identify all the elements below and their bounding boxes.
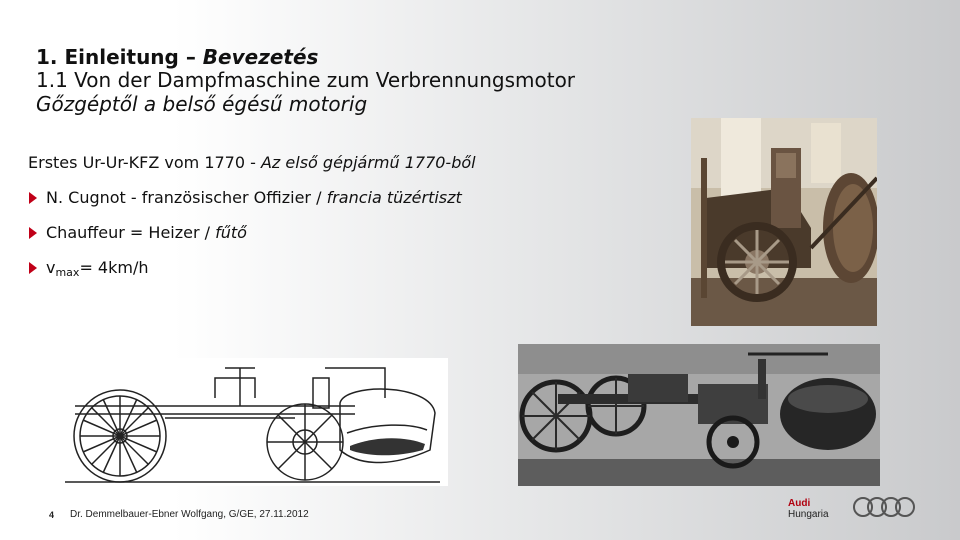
- steam-car-museum-photo: [691, 118, 877, 326]
- speed-symbol: v: [46, 258, 56, 277]
- speed-value: = 4km/h: [79, 258, 149, 277]
- intro-de: Erstes Ur-Ur-KFZ vom 1770 -: [28, 153, 261, 172]
- brand-subtitle: Hungaria: [788, 509, 829, 520]
- speed-subscript: max: [55, 266, 80, 279]
- bullet-arrow-icon: [29, 192, 37, 204]
- footer-author: Dr. Demmelbauer-Ebner Wolfgang, G/GE, 27.11.2012: [70, 509, 309, 520]
- page-number: 4: [49, 510, 55, 520]
- bullet-text-hu: francia tüzértiszt: [326, 188, 462, 207]
- title-line-1: [36, 46, 575, 68]
- audi-rings-logo: [852, 496, 916, 522]
- bullet-item: [28, 222, 548, 244]
- body-text: [28, 152, 548, 292]
- title-line-1-hu: Bevezetés: [202, 45, 319, 69]
- brand-name: Audi: [788, 498, 811, 509]
- steam-car-engraving: [55, 358, 448, 486]
- brand-text: [788, 498, 829, 521]
- slide-title: [36, 46, 575, 116]
- bullet-arrow-icon: [29, 227, 37, 239]
- title-line-3: Gőzgéptől a belső égésű motorig: [36, 92, 368, 116]
- bullet-arrow-icon: [29, 262, 37, 274]
- intro-line: [28, 152, 548, 174]
- intro-hu: Az első gépjármű 1770-ből: [260, 153, 476, 172]
- bullet-item: [28, 257, 548, 279]
- title-line-1-de: 1. Einleitung –: [36, 45, 203, 69]
- steam-car-bw-photo: [518, 344, 880, 486]
- bullet-text-de: Chauffeur = Heizer /: [46, 223, 216, 242]
- bullet-text-de: N. Cugnot - französischer Offizier /: [46, 188, 327, 207]
- bullet-item: [28, 187, 548, 209]
- title-line-2: 1.1 Von der Dampfmaschine zum Verbrennungsmotor: [36, 68, 576, 92]
- bullet-text-hu: fűtő: [215, 223, 247, 242]
